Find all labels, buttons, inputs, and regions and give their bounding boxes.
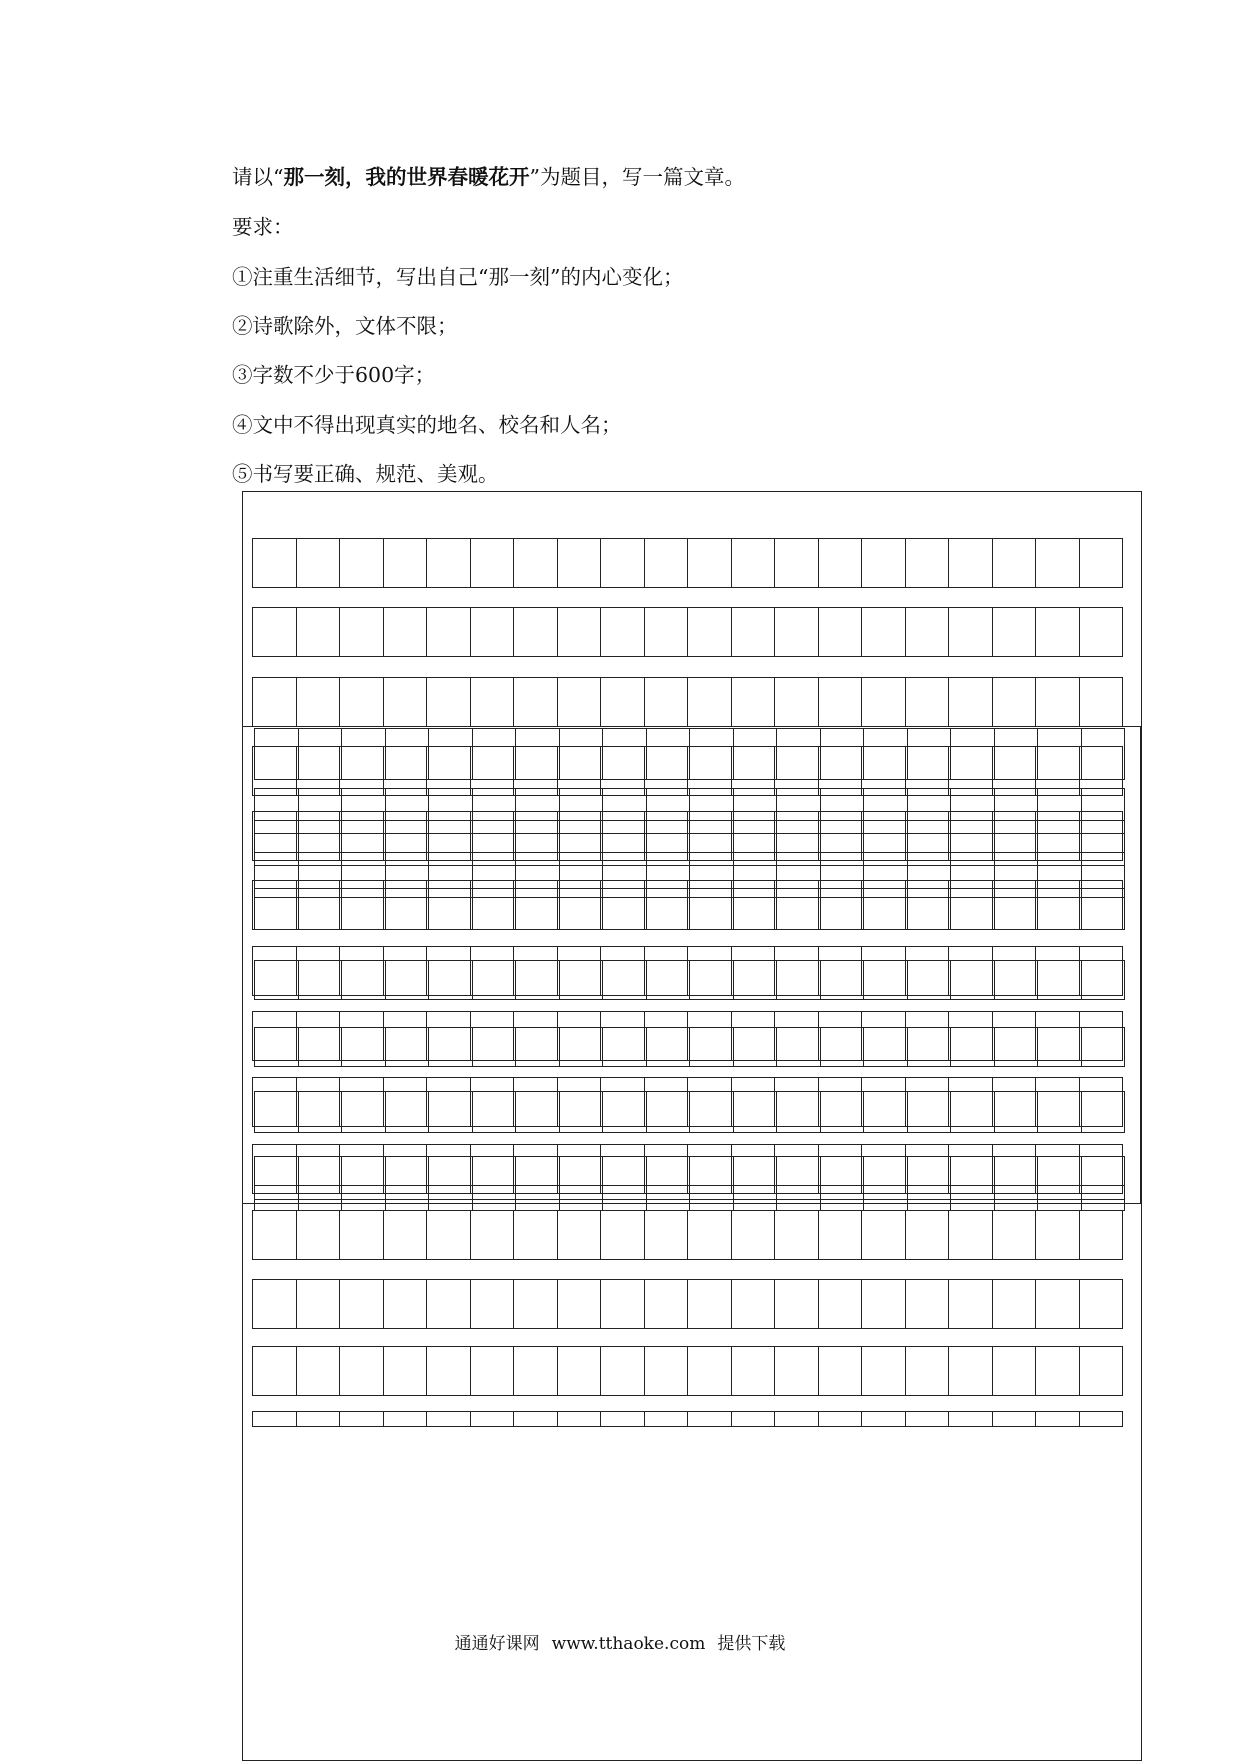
grid-cell — [995, 1028, 1039, 1066]
requirements-label: 要求： — [232, 215, 294, 239]
grid-cell — [601, 1412, 645, 1426]
grid-cell — [951, 961, 995, 999]
grid-cell — [819, 608, 863, 656]
grid-cell — [645, 1347, 689, 1395]
grid-cell — [906, 608, 950, 656]
grid-cell — [558, 1211, 602, 1259]
grid-cell — [558, 678, 602, 726]
grid-cell — [647, 1028, 691, 1066]
grid-cell — [862, 608, 906, 656]
grid-cell — [514, 1347, 558, 1395]
grid-cell — [558, 1412, 602, 1426]
grid-cell — [514, 608, 558, 656]
grid-cell — [951, 1028, 995, 1066]
grid-cell — [1082, 889, 1125, 929]
grid-cell — [775, 1412, 819, 1426]
grid-cell — [949, 1280, 993, 1328]
grid-cell — [1080, 608, 1123, 656]
grid-cell — [560, 961, 604, 999]
grid-cell — [603, 1028, 647, 1066]
grid-cell — [906, 1211, 950, 1259]
grid-cell — [864, 1186, 908, 1210]
grid-cell — [1036, 539, 1080, 587]
grid-cell — [342, 961, 386, 999]
grid-cell — [906, 1347, 950, 1395]
grid-row-2 — [252, 607, 1123, 657]
grid-cell — [340, 1211, 384, 1259]
grid-row-13 — [252, 1346, 1123, 1396]
grid-cell — [734, 1092, 778, 1132]
grid-cell — [297, 678, 341, 726]
grid-cell — [775, 539, 819, 587]
grid-cell — [514, 1412, 558, 1426]
grid-cell — [908, 889, 952, 929]
grid-cell — [1080, 1347, 1123, 1395]
grid-cell — [821, 1028, 865, 1066]
grid-cell — [777, 1028, 821, 1066]
grid-cell — [1036, 608, 1080, 656]
grid-cell — [471, 1347, 515, 1395]
grid-cell — [821, 889, 865, 929]
grid-cell — [603, 729, 647, 779]
grid-cell — [690, 889, 734, 929]
grid-cell — [951, 729, 995, 779]
grid-cell — [473, 729, 517, 779]
grid-cell — [299, 729, 343, 779]
grid-cell — [471, 1412, 515, 1426]
grid-cell — [253, 1211, 297, 1259]
grid-cell — [777, 889, 821, 929]
grid-cell — [908, 961, 952, 999]
grid-cell — [951, 889, 995, 929]
grid-cell — [473, 1092, 517, 1132]
grid-cell — [864, 729, 908, 779]
grid-cell — [429, 1092, 473, 1132]
grid-cell — [775, 1280, 819, 1328]
grid-cell — [429, 729, 473, 779]
grid-cell — [299, 1092, 343, 1132]
grid-cell — [906, 1280, 950, 1328]
grid-cell — [908, 1186, 952, 1210]
grid-cell — [949, 608, 993, 656]
grid-cell — [427, 608, 471, 656]
footer-action: 提供下载 — [717, 1634, 786, 1654]
grid-cell — [995, 1186, 1039, 1210]
grid-cell — [908, 1028, 952, 1066]
grid-cell — [384, 1347, 428, 1395]
grid-row-1 — [252, 538, 1123, 588]
grid-cell — [862, 1280, 906, 1328]
grid-cell — [255, 1028, 299, 1066]
grid-cell — [1036, 1280, 1080, 1328]
grid-cell — [386, 889, 430, 929]
grid-cell — [340, 539, 384, 587]
requirement-4: ④文中不得出现真实的地名、校名和人名； — [232, 413, 622, 437]
grid-cell — [819, 1347, 863, 1395]
grid-cell — [473, 889, 517, 929]
grid-cell — [688, 608, 732, 656]
grid-cell — [601, 678, 645, 726]
grid-cell — [1036, 1412, 1080, 1426]
grid-cell — [819, 1412, 863, 1426]
grid-cell — [471, 608, 515, 656]
grid-cell — [949, 1347, 993, 1395]
grid-cell — [690, 961, 734, 999]
grid-cell — [427, 1211, 471, 1259]
grid-cell — [514, 1211, 558, 1259]
grid-cell — [777, 1092, 821, 1132]
grid-cell — [603, 889, 647, 929]
grid-cell — [949, 1211, 993, 1259]
grid-cell — [297, 1347, 341, 1395]
grid-cell — [819, 539, 863, 587]
grid-cell — [516, 1186, 560, 1210]
grid-cell — [647, 1092, 691, 1132]
grid-cell — [775, 1347, 819, 1395]
grid-cell — [993, 539, 1037, 587]
requirement-3: ③字数不少于600字； — [232, 363, 436, 387]
grid-cell — [732, 608, 776, 656]
grid-cell — [732, 539, 776, 587]
grid-cell — [951, 1186, 995, 1210]
grid-row-3 — [252, 677, 1123, 727]
grid-cell — [690, 1186, 734, 1210]
grid-cell — [647, 889, 691, 929]
grid-cell — [734, 1186, 778, 1210]
grid-cell — [471, 678, 515, 726]
grid-cell — [864, 1092, 908, 1132]
grid-cell — [299, 1186, 343, 1210]
grid-cell — [601, 1211, 645, 1259]
grid-cell — [1080, 1211, 1123, 1259]
grid-cell — [299, 889, 343, 929]
requirement-5: ⑤书写要正确、规范、美观。 — [232, 462, 499, 486]
grid-row-14 — [252, 1411, 1123, 1427]
grid-cell — [342, 889, 386, 929]
grid-cell — [384, 539, 428, 587]
grid-cell — [690, 729, 734, 779]
grid-cell — [734, 889, 778, 929]
grid-overlay-row-1 — [254, 728, 1125, 780]
grid-cell — [908, 729, 952, 779]
grid-cell — [340, 608, 384, 656]
grid-cell — [253, 678, 297, 726]
grid-cell — [690, 1092, 734, 1132]
grid-cell — [560, 1028, 604, 1066]
grid-cell — [732, 1280, 776, 1328]
grid-cell — [732, 678, 776, 726]
grid-cell — [734, 961, 778, 999]
grid-cell — [732, 1412, 776, 1426]
grid-cell — [819, 678, 863, 726]
grid-cell — [645, 539, 689, 587]
grid-cell — [603, 1092, 647, 1132]
grid-cell — [429, 1028, 473, 1066]
grid-cell — [995, 889, 1039, 929]
grid-cell — [386, 1028, 430, 1066]
grid-cell — [601, 608, 645, 656]
grid-cell — [993, 608, 1037, 656]
grid-cell — [949, 678, 993, 726]
grid-cell — [949, 1412, 993, 1426]
grid-cell — [949, 539, 993, 587]
grid-cell — [1036, 1211, 1080, 1259]
grid-cell — [821, 1186, 865, 1210]
grid-cell — [647, 729, 691, 779]
grid-cell — [1082, 1186, 1125, 1210]
grid-cell — [514, 1280, 558, 1328]
grid-cell — [688, 1211, 732, 1259]
grid-cell — [1038, 961, 1082, 999]
grid-cell — [429, 889, 473, 929]
grid-cell — [255, 889, 299, 929]
grid-cell — [297, 539, 341, 587]
grid-cell — [384, 1412, 428, 1426]
grid-cell — [1082, 1092, 1125, 1132]
grid-cell — [775, 608, 819, 656]
grid-cell — [1080, 678, 1123, 726]
grid-cell — [299, 961, 343, 999]
grid-cell — [1036, 678, 1080, 726]
grid-cell — [514, 539, 558, 587]
grid-cell — [862, 1412, 906, 1426]
grid-cell — [253, 608, 297, 656]
grid-cell — [647, 1186, 691, 1210]
grid-cell — [645, 1412, 689, 1426]
grid-cell — [647, 961, 691, 999]
grid-cell — [1080, 1280, 1123, 1328]
grid-cell — [1036, 1347, 1080, 1395]
grid-cell — [908, 1092, 952, 1132]
grid-cell — [558, 1347, 602, 1395]
grid-overlay-row-8 — [254, 1091, 1125, 1133]
grid-cell — [603, 961, 647, 999]
grid-cell — [473, 1028, 517, 1066]
footer-site-name: 通通好课网 — [454, 1634, 540, 1654]
essay-prompt — [232, 160, 745, 190]
grid-cell — [993, 1211, 1037, 1259]
grid-cell — [427, 1347, 471, 1395]
grid-row-12 — [252, 1279, 1123, 1329]
grid-overlay-row-7 — [254, 1027, 1125, 1067]
grid-cell — [384, 1280, 428, 1328]
grid-cell — [255, 1186, 299, 1210]
footer — [0, 1629, 1240, 1654]
grid-cell — [864, 889, 908, 929]
grid-cell — [734, 729, 778, 779]
grid-cell — [821, 961, 865, 999]
requirement-2: ②诗歌除外，文体不限； — [232, 314, 458, 338]
grid-cell — [906, 539, 950, 587]
grid-cell — [560, 1092, 604, 1132]
grid-cell — [995, 729, 1039, 779]
grid-cell — [386, 1186, 430, 1210]
grid-cell — [516, 1028, 560, 1066]
grid-cell — [340, 1347, 384, 1395]
grid-cell — [427, 1412, 471, 1426]
grid-cell — [1038, 1186, 1082, 1210]
grid-cell — [862, 678, 906, 726]
grid-cell — [514, 678, 558, 726]
grid-cell — [386, 1092, 430, 1132]
footer-url: www.tthaoke.com — [551, 1634, 706, 1654]
grid-cell — [560, 729, 604, 779]
grid-overlay-row-6 — [254, 960, 1125, 1000]
grid-cell — [688, 1347, 732, 1395]
requirement-1: ①注重生活细节，写出自己“那一刻”的内心变化； — [232, 265, 684, 289]
grid-cell — [819, 1211, 863, 1259]
grid-overlay-row-5 — [254, 888, 1125, 930]
grid-cell — [734, 1028, 778, 1066]
grid-cell — [732, 1347, 776, 1395]
grid-cell — [601, 1280, 645, 1328]
grid-cell — [601, 539, 645, 587]
grid-cell — [253, 1412, 297, 1426]
grid-cell — [601, 1347, 645, 1395]
grid-cell — [864, 1028, 908, 1066]
grid-cell — [471, 539, 515, 587]
grid-cell — [993, 1412, 1037, 1426]
grid-cell — [471, 1280, 515, 1328]
grid-cell — [253, 539, 297, 587]
grid-cell — [427, 539, 471, 587]
grid-cell — [688, 678, 732, 726]
grid-cell — [560, 889, 604, 929]
grid-cell — [690, 1028, 734, 1066]
grid-cell — [255, 729, 299, 779]
grid-cell — [1080, 539, 1123, 587]
grid-cell — [516, 889, 560, 929]
grid-cell — [688, 1280, 732, 1328]
grid-cell — [995, 1092, 1039, 1132]
grid-cell — [1038, 889, 1082, 929]
grid-cell — [906, 678, 950, 726]
grid-cell — [951, 1092, 995, 1132]
grid-cell — [777, 961, 821, 999]
grid-cell — [558, 539, 602, 587]
grid-cell — [429, 961, 473, 999]
grid-cell — [732, 1211, 776, 1259]
grid-cell — [473, 961, 517, 999]
grid-cell — [864, 961, 908, 999]
grid-cell — [255, 1092, 299, 1132]
grid-cell — [558, 1280, 602, 1328]
grid-cell — [906, 1412, 950, 1426]
grid-cell — [255, 961, 299, 999]
grid-cell — [384, 1211, 428, 1259]
grid-cell — [862, 1211, 906, 1259]
grid-cell — [427, 1280, 471, 1328]
grid-cell — [862, 539, 906, 587]
grid-cell — [384, 608, 428, 656]
grid-cell — [777, 729, 821, 779]
grid-cell — [427, 678, 471, 726]
grid-cell — [993, 678, 1037, 726]
grid-cell — [995, 961, 1039, 999]
grid-cell — [645, 608, 689, 656]
grid-cell — [299, 1028, 343, 1066]
grid-cell — [862, 1347, 906, 1395]
prompt-suffix: ”为题目，写一篇文章。 — [529, 165, 745, 189]
prompt-title: 那一刻，我的世界春暖花开 — [283, 165, 530, 189]
grid-cell — [1082, 729, 1125, 779]
grid-cell — [645, 1280, 689, 1328]
grid-cell — [297, 1280, 341, 1328]
prompt-prefix: 请以“ — [232, 165, 284, 189]
grid-cell — [558, 608, 602, 656]
grid-cell — [516, 961, 560, 999]
grid-cell — [775, 678, 819, 726]
grid-cell — [993, 1280, 1037, 1328]
grid-cell — [342, 1092, 386, 1132]
grid-cell — [1038, 1092, 1082, 1132]
grid-cell — [516, 1092, 560, 1132]
grid-cell — [1082, 1028, 1125, 1066]
grid-cell — [297, 1211, 341, 1259]
grid-cell — [342, 729, 386, 779]
grid-cell — [821, 729, 865, 779]
grid-cell — [340, 1412, 384, 1426]
grid-cell — [688, 1412, 732, 1426]
grid-cell — [516, 729, 560, 779]
grid-cell — [473, 1186, 517, 1210]
grid-cell — [386, 961, 430, 999]
grid-cell — [821, 1092, 865, 1132]
grid-cell — [645, 678, 689, 726]
grid-cell — [688, 539, 732, 587]
grid-cell — [342, 1186, 386, 1210]
grid-cell — [340, 1280, 384, 1328]
grid-cell — [560, 1186, 604, 1210]
grid-cell — [1082, 961, 1125, 999]
grid-row-11 — [252, 1210, 1123, 1260]
grid-cell — [384, 678, 428, 726]
grid-cell — [342, 1028, 386, 1066]
grid-cell — [429, 1186, 473, 1210]
grid-cell — [603, 1186, 647, 1210]
grid-cell — [386, 729, 430, 779]
grid-cell — [819, 1280, 863, 1328]
grid-cell — [297, 608, 341, 656]
grid-cell — [1038, 729, 1082, 779]
grid-overlay-row-10 — [254, 1185, 1125, 1211]
grid-cell — [993, 1347, 1037, 1395]
grid-cell — [297, 1412, 341, 1426]
grid-cell — [1080, 1412, 1123, 1426]
grid-cell — [1038, 1028, 1082, 1066]
grid-cell — [340, 678, 384, 726]
grid-cell — [253, 1280, 297, 1328]
grid-cell — [471, 1211, 515, 1259]
grid-cell — [253, 1347, 297, 1395]
grid-cell — [645, 1211, 689, 1259]
grid-cell — [775, 1211, 819, 1259]
grid-cell — [777, 1186, 821, 1210]
